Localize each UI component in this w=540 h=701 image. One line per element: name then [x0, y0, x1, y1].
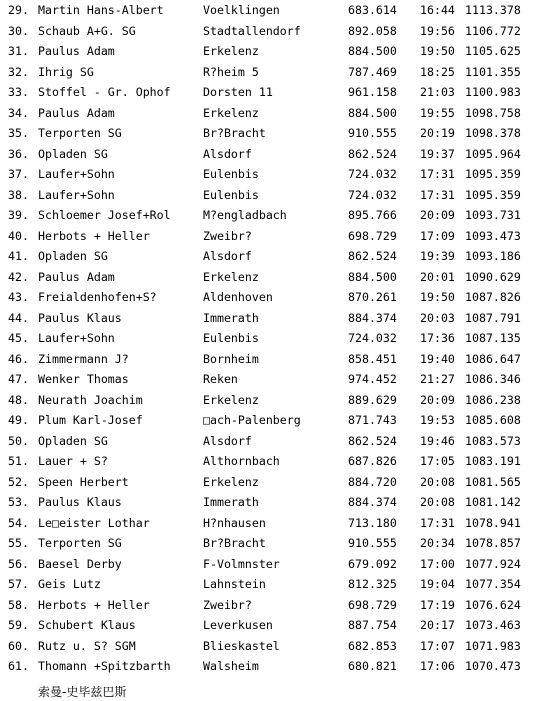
speed-cell: 1086.346 [465, 372, 521, 386]
speed-cell: 1087.826 [465, 290, 521, 304]
name-cell: Plum Karl-Josef [38, 413, 143, 427]
rank-cell: 35. [8, 126, 29, 140]
time-cell: 17:05 [420, 454, 455, 468]
time-cell: 17:31 [420, 515, 455, 530]
place-cell: Eulenbis [203, 331, 259, 345]
table-row: 34. Paulus Adam Erkelenz 884.500 19:55 1098.758 [0, 103, 540, 124]
time-cell: 17:00 [420, 556, 455, 571]
name-cell: Geis Lutz [38, 577, 101, 591]
time-cell: 16:44 [420, 3, 455, 17]
place-cell: Erkelenz [203, 269, 259, 284]
time-cell: 21:27 [420, 372, 455, 386]
speed-cell: 1095.359 [465, 167, 521, 181]
time-cell: 18:25 [420, 64, 455, 79]
table-row: 37. Laufer+Sohn Eulenbis 724.032 17:31 1095.359 [0, 164, 540, 185]
name-cell: Martin Hans-Albert [38, 3, 164, 17]
table-row: 45. Laufer+Sohn Eulenbis 724.032 17:36 1087.135 [0, 328, 540, 349]
rank-cell: 58. [8, 597, 29, 612]
rank-cell: 56. [8, 556, 29, 571]
rank-cell: 36. [8, 146, 29, 161]
rank-cell: 54. [8, 515, 29, 530]
place-cell: Eulenbis [203, 187, 259, 202]
name-cell: Paulus Klaus [38, 310, 122, 325]
time-cell: 20:34 [420, 536, 455, 550]
footer-caption: 索曼-史毕兹巴斯 [38, 685, 127, 699]
speed-cell: 1106.772 [465, 23, 521, 38]
time-cell: 20:01 [420, 269, 455, 284]
name-cell: Rutz u. S? SGM [38, 638, 136, 653]
table-row: 48. Neurath Joachim Erkelenz 889.629 20:09 1086.238 [0, 390, 540, 411]
name-cell: Wenker Thomas [38, 372, 129, 386]
place-cell: Erkelenz [203, 392, 259, 407]
speed-cell: 1081.142 [465, 495, 521, 509]
time-cell: 17:06 [420, 659, 455, 673]
time-cell: 19:55 [420, 105, 455, 120]
rank-cell: 60. [8, 638, 29, 653]
table-row: 43. Freialdenhofen+S? Aldenhoven 870.261 19:50 1087.826 [0, 287, 540, 308]
place-cell: M?engladbach [203, 208, 287, 222]
place-cell: Zweibr? [203, 597, 252, 612]
rank-cell: 61. [8, 659, 29, 673]
table-row: 29. Martin Hans-Albert Voelklingen 683.614 16:44 1113.378 [0, 0, 540, 21]
rank-cell: 48. [8, 392, 29, 407]
rank-cell: 29. [8, 3, 29, 17]
place-cell: Voelklingen [203, 3, 280, 17]
table-row: 49. Plum Karl-Josef □ach-Palenberg 871.743 19:53 1085.608 [0, 410, 540, 431]
speed-cell: 1081.565 [465, 474, 521, 489]
place-cell: Lahnstein [203, 577, 266, 591]
table-row: 40. Herbots + Heller Zweibr? 698.729 17:09 1093.473 [0, 226, 540, 247]
speed-cell: 1098.758 [465, 105, 521, 120]
name-cell: Neurath Joachim [38, 392, 143, 407]
place-cell: Walsheim [203, 659, 259, 673]
place-cell: Immerath [203, 310, 259, 325]
place-cell: H?nhausen [203, 515, 266, 530]
place-cell: □ach-Palenberg [203, 413, 301, 427]
time-cell: 19:53 [420, 413, 455, 427]
rank-cell: 33. [8, 85, 29, 99]
table-row: 41. Opladen SG Alsdorf 862.524 19:39 1093.186 [0, 246, 540, 267]
name-cell: Schubert Klaus [38, 618, 136, 632]
name-cell: Schloemer Josef+Rol [38, 208, 171, 222]
speed-cell: 1100.983 [465, 85, 521, 99]
table-row: 36. Opladen SG Alsdorf 862.524 19:37 1095.964 [0, 144, 540, 165]
speed-cell: 1095.359 [465, 187, 521, 202]
table-row: 52. Speen Herbert Erkelenz 884.720 20:08 1081.565 [0, 472, 540, 493]
place-cell: Bornheim [203, 351, 259, 366]
table-row: 53. Paulus Klaus Immerath 884.374 20:08 1081.142 [0, 492, 540, 513]
speed-cell: 1098.378 [465, 126, 521, 140]
table-row: 59. Schubert Klaus Leverkusen 887.754 20:17 1073.463 [0, 615, 540, 636]
table-row: 31. Paulus Adam Erkelenz 884.500 19:50 1105.625 [0, 41, 540, 62]
table-row: 56. Baesel Derby F-Volmnster 679.092 17:00 1077.924 [0, 554, 540, 575]
time-cell: 17:31 [420, 167, 455, 181]
table-row: 50. Opladen SG Alsdorf 862.524 19:46 1083.573 [0, 431, 540, 452]
rank-cell: 38. [8, 187, 29, 202]
time-cell: 20:08 [420, 495, 455, 509]
table-row: 46. Zimmermann J? Bornheim 858.451 19:40 1086.647 [0, 349, 540, 370]
table-row: 51. Lauer + S? Althornbach 687.826 17:05 1083.191 [0, 451, 540, 472]
place-cell: Eulenbis [203, 167, 259, 181]
place-cell: Erkelenz [203, 105, 259, 120]
name-cell: Paulus Adam [38, 44, 115, 58]
table-row: 54. Le□eister Lothar H?nhausen 713.180 17:31 1078.941 [0, 513, 540, 534]
time-cell: 21:03 [420, 85, 455, 99]
rank-cell: 31. [8, 44, 29, 58]
name-cell: Freialdenhofen+S? [38, 290, 157, 304]
speed-cell: 1070.473 [465, 659, 521, 673]
place-cell: Reken [203, 372, 238, 386]
rank-cell: 55. [8, 536, 29, 550]
time-cell: 19:40 [420, 351, 455, 366]
place-cell: Erkelenz [203, 44, 259, 58]
rank-cell: 57. [8, 577, 29, 591]
time-cell: 19:46 [420, 433, 455, 448]
speed-cell: 1093.731 [465, 208, 521, 222]
speed-cell: 1086.238 [465, 392, 521, 407]
speed-cell: 1087.791 [465, 310, 521, 325]
name-cell: Paulus Klaus [38, 495, 122, 509]
table-row: 33. Stoffel - Gr. Ophof Dorsten 11 961.158 21:03 1100.983 [0, 82, 540, 103]
speed-cell: 1077.924 [465, 556, 521, 571]
name-cell: Laufer+Sohn [38, 331, 115, 345]
rank-cell: 46. [8, 351, 29, 366]
rank-cell: 40. [8, 228, 29, 243]
rank-cell: 53. [8, 495, 29, 509]
name-cell: Paulus Adam [38, 105, 115, 120]
speed-cell: 1090.629 [465, 269, 521, 284]
place-cell: Br?Bracht [203, 536, 266, 550]
table-row: 55. Terporten SG Br?Bracht 910.555 20:34 1078.857 [0, 533, 540, 554]
name-cell: Opladen SG [38, 433, 108, 448]
time-cell: 20:08 [420, 474, 455, 489]
time-cell: 20:03 [420, 310, 455, 325]
name-cell: Thomann +Spitzbarth [38, 659, 171, 673]
speed-cell: 1076.624 [465, 597, 521, 612]
rank-cell: 32. [8, 64, 29, 79]
place-cell: Alsdorf [203, 433, 252, 448]
place-cell: Leverkusen [203, 618, 273, 632]
speed-cell: 1113.378 [465, 3, 521, 17]
time-cell: 17:31 [420, 187, 455, 202]
name-cell: Laufer+Sohn [38, 167, 115, 181]
table-row: 57. Geis Lutz Lahnstein 812.325 19:04 1077.354 [0, 574, 540, 595]
rank-cell: 43. [8, 290, 29, 304]
place-cell: R?heim 5 [203, 64, 259, 79]
place-cell: Stadtallendorf [203, 23, 301, 38]
table-row: 58. Herbots + Heller Zweibr? 698.729 17:19 1076.624 [0, 595, 540, 616]
time-cell: 20:17 [420, 618, 455, 632]
place-cell: Alsdorf [203, 249, 252, 263]
speed-cell: 1093.473 [465, 228, 521, 243]
time-cell: 17:19 [420, 597, 455, 612]
speed-cell: 1073.463 [465, 618, 521, 632]
place-cell: Aldenhoven [203, 290, 273, 304]
time-cell: 19:50 [420, 290, 455, 304]
name-cell: Baesel Derby [38, 556, 122, 571]
name-cell: Terporten SG [38, 126, 122, 140]
time-cell: 19:37 [420, 146, 455, 161]
place-cell: Erkelenz [203, 474, 259, 489]
speed-cell: 1078.941 [465, 515, 521, 530]
name-cell: Opladen SG [38, 146, 108, 161]
place-cell: Zweibr? [203, 228, 252, 243]
speed-cell: 1083.191 [465, 454, 521, 468]
rank-cell: 50. [8, 433, 29, 448]
rank-cell: 52. [8, 474, 29, 489]
rank-cell: 59. [8, 618, 29, 632]
time-cell: 17:09 [420, 228, 455, 243]
place-cell: Dorsten 11 [203, 85, 273, 99]
speed-cell: 1087.135 [465, 331, 521, 345]
time-cell: 20:09 [420, 208, 455, 222]
table-row: 39. Schloemer Josef+Rol M?engladbach 895.766 20:09 1093.731 [0, 205, 540, 226]
table-row: 61. Thomann +Spitzbarth Walsheim 680.821 17:06 1070.473 [0, 656, 540, 677]
speed-cell: 1085.608 [465, 413, 521, 427]
place-cell: Blieskastel [203, 638, 280, 653]
rank-cell: 44. [8, 310, 29, 325]
table-row: 60. Rutz u. S? SGM Blieskastel 682.853 17:07 1071.983 [0, 636, 540, 657]
place-cell: Alsdorf [203, 146, 252, 161]
rank-cell: 34. [8, 105, 29, 120]
rank-cell: 37. [8, 167, 29, 181]
time-cell: 20:09 [420, 392, 455, 407]
table-row: 35. Terporten SG Br?Bracht 910.555 20:19 1098.378 [0, 123, 540, 144]
speed-cell: 1086.647 [465, 351, 521, 366]
rank-cell: 45. [8, 331, 29, 345]
speed-cell: 1083.573 [465, 433, 521, 448]
name-cell: Le□eister Lothar [38, 515, 150, 530]
time-cell: 19:04 [420, 577, 455, 591]
place-cell: Immerath [203, 495, 259, 509]
name-cell: Herbots + Heller [38, 597, 150, 612]
place-cell: Br?Bracht [203, 126, 266, 140]
name-cell: Schaub A+G. SG [38, 23, 136, 38]
name-cell: Stoffel - Gr. Ophof [38, 85, 171, 99]
table-row: 32. Ihrig SG R?heim 5 787.469 18:25 1101.355 [0, 62, 540, 83]
rank-cell: 51. [8, 454, 29, 468]
name-cell: Laufer+Sohn [38, 187, 115, 202]
name-cell: Herbots + Heller [38, 228, 150, 243]
speed-cell: 1077.354 [465, 577, 521, 591]
table-row: 42. Paulus Adam Erkelenz 884.500 20:01 1090.629 [0, 267, 540, 288]
time-cell: 19:39 [420, 249, 455, 263]
table-row: 47. Wenker Thomas Reken 974.452 21:27 1086.346 [0, 369, 540, 390]
time-cell: 19:50 [420, 44, 455, 58]
speed-cell: 1095.964 [465, 146, 521, 161]
table-row: 30. Schaub A+G. SG Stadtallendorf 892.058 19:56 1106.772 [0, 21, 540, 42]
time-cell: 20:19 [420, 126, 455, 140]
table-row: 44. Paulus Klaus Immerath 884.374 20:03 1087.791 [0, 308, 540, 329]
rank-cell: 49. [8, 413, 29, 427]
table-row: 38. Laufer+Sohn Eulenbis 724.032 17:31 1095.359 [0, 185, 540, 206]
place-cell: Althornbach [203, 454, 280, 468]
time-cell: 17:07 [420, 638, 455, 653]
time-cell: 19:56 [420, 23, 455, 38]
speed-cell: 1093.186 [465, 249, 521, 263]
speed-cell: 1071.983 [465, 638, 521, 653]
place-cell: F-Volmnster [203, 556, 280, 571]
name-cell: Opladen SG [38, 249, 108, 263]
rank-cell: 41. [8, 249, 29, 263]
speed-cell: 1078.857 [465, 536, 521, 550]
rank-cell: 39. [8, 208, 29, 222]
speed-cell: 1105.625 [465, 44, 521, 58]
rank-cell: 47. [8, 372, 29, 386]
rank-cell: 30. [8, 23, 29, 38]
name-cell: Zimmermann J? [38, 351, 129, 366]
speed-cell: 1101.355 [465, 64, 521, 79]
name-cell: Lauer + S? [38, 454, 108, 468]
name-cell: Paulus Adam [38, 269, 115, 284]
time-cell: 17:36 [420, 331, 455, 345]
name-cell: Ihrig SG [38, 64, 94, 79]
rank-cell: 42. [8, 269, 29, 284]
name-cell: Speen Herbert [38, 474, 129, 489]
name-cell: Terporten SG [38, 536, 122, 550]
